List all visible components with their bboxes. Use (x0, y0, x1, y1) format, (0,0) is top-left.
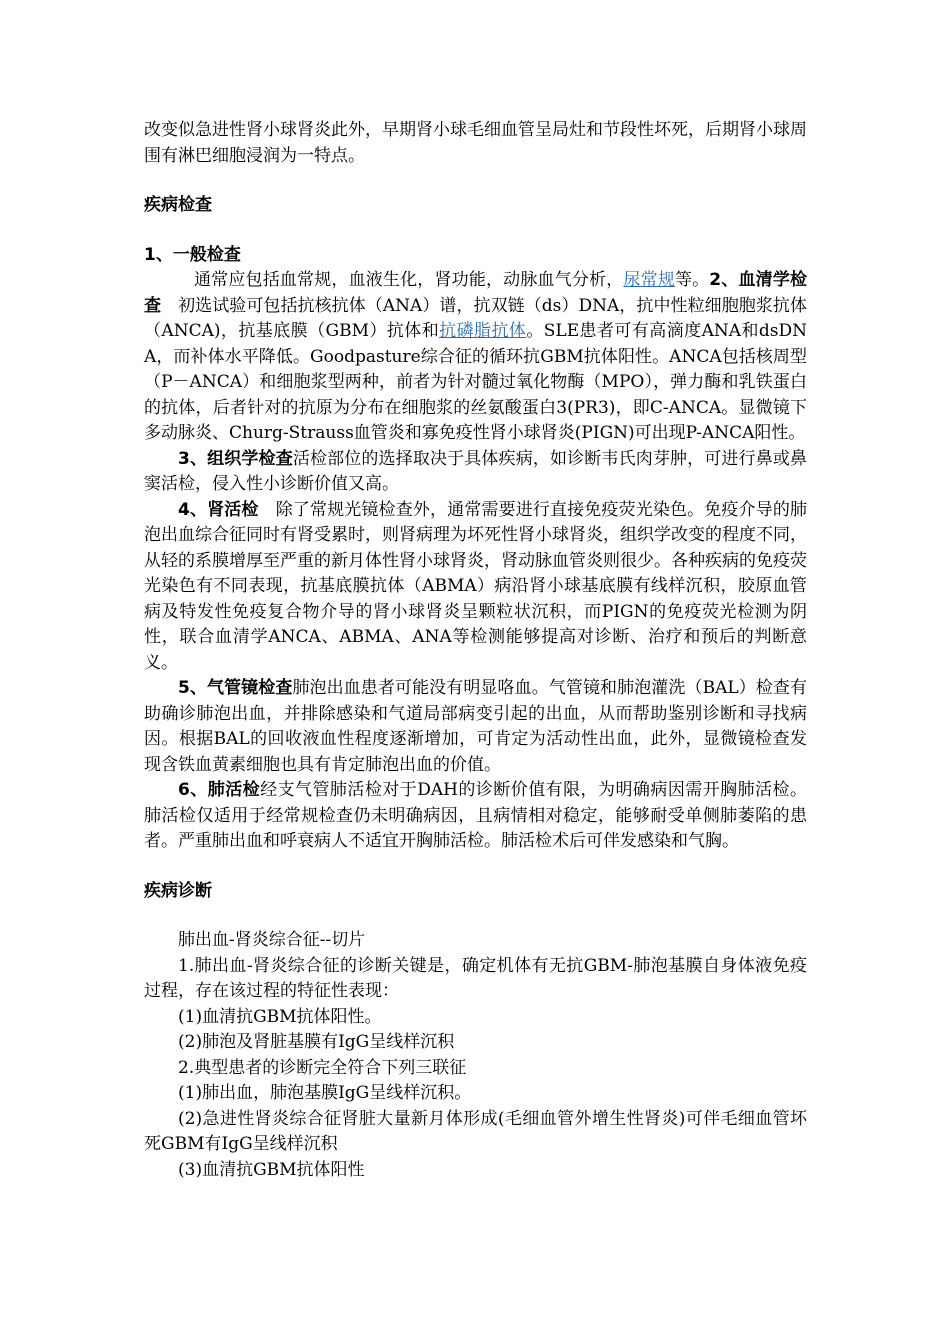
lung-biopsy-text: 经支气管肺活检对于DAH的诊断价值有限，为明确病因需开胸肺活检。肺活检仅适用于经常规检查仍未明确病因，且病情相对稳定，能够耐受单侧肺萎陷的患者。严重肺出血和呼衰病人不适宜开胸肺活检。肺活检术后可伴发感染和气胸。 (144, 780, 807, 851)
diagnosis-line: (1)肺出血，肺泡基膜IgG呈线样沉积。 (178, 1083, 472, 1103)
serology-text-end: 。SLE患者可有高滴度ANA和dsDNA，而补体水平降低。Goodpasture综合征的循环抗GBM抗体阳性。ANCA包括核周型（P－ANCA）和细胞浆型两种，前者为针对髓过氧化物酶（MPO），弹力酶和乳铁蛋白的抗体，后者针对的抗原为分布在细胞浆的丝氨酸蛋白3(PR3)，即C-ANCA。显微镜下多动脉炎、Churg-Strauss血管炎和寡免疫性肾小球肾炎(PIGN)可出现P-ANCA阳性。 (144, 321, 807, 443)
paragraph-lung-biopsy (144, 778, 807, 855)
subheading-kidney-biopsy: 4、肾活检 (178, 499, 259, 520)
subheading-general-exam: 1、一般检查 (144, 244, 241, 265)
section-heading-diagnosis: 疾病诊断 (144, 880, 212, 901)
link-urine-routine[interactable]: 尿常规 (623, 270, 675, 290)
diagnosis-line: 肺出血-肾炎综合征--切片 (178, 930, 366, 950)
diagnosis-line: (1)血清抗GBM抗体阳性。 (178, 1006, 382, 1027)
paragraph-histology (144, 447, 807, 498)
diagnosis-line: (2)肺泡及肾脏基膜有IgG呈线样沉积 (178, 1032, 455, 1052)
intro-paragraph: 改变似急进性肾小球肾炎此外，早期肾小球毛细血管呈局灶和节段性坏死，后期肾小球周围有淋巴细胞浸润为一特点。 (144, 120, 807, 166)
serology-text: 初选试验可包括抗核抗体（ANA）谱，抗双链（ds）DNA，抗中性粒细胞胞浆抗体（ANCA)，抗基底膜（GBM）抗体和 (144, 295, 807, 341)
general-exam-text-end: 等。 (674, 270, 710, 290)
paragraph-general-and-serology (144, 268, 807, 447)
subheading-serology-exam: 2、血清学检查 (144, 270, 808, 316)
link-antiphospholipid-antibody[interactable]: 抗磷脂抗体 (439, 321, 527, 341)
bronchoscopy-text: 肺泡出血患者可能没有明显咯血。气管镜和肺泡灌洗（BAL）检查有助确诊肺泡出血，并排除感染和气道局部病变引起的出血，从而帮助鉴别诊断和寻找病因。根据BAL的回收液血性程度逐渐增加，可肯定为活动性出血，此外，显微镜检查发现含铁血黄素细胞也具有肯定肺泡出血的价值。 (144, 678, 807, 775)
diagnosis-line: 2.典型患者的诊断完全符合下列三联征 (178, 1057, 467, 1078)
diagnosis-line: 1.肺出血-肾炎综合征的诊断关键是，确定机体有无抗GBM-肺泡基膜自身体液免疫过程，存在该过程的特征性表现： (144, 955, 807, 1001)
paragraph-kidney-biopsy (144, 498, 807, 677)
paragraph-bronchoscopy (144, 676, 807, 778)
general-exam-text: 通常应包括血常规，血液生化，肾功能，动脉血气分析， (194, 270, 624, 290)
diagnosis-line: (3)血清抗GBM抗体阳性 (178, 1159, 365, 1180)
subheading-lung-biopsy: 6、肺活检 (178, 780, 261, 800)
kidney-biopsy-text: 除了常规光镜检查外，通常需要进行直接免疫荧光染色。免疫介导的肺泡出血综合征同时有肾受累时，则肾病理为坏死性肾小球肾炎，组织学改变的程度不同，从轻的系膜增厚至严重的新月体性肾小球肾炎，肾动脉血管炎则很少。各种疾病的免疫荧光染色有不同表现，抗基底膜抗体（ABMA）病沿肾小球基底膜有线样沉积，胶原血管病及特发性免疫复合物介导的肾小球肾炎呈颗粒状沉积，而PIGN的免疫荧光检测为阴性，联合血清学ANCA、ABMA、ANA等检测能够提高对诊断、治疗和预后的判断意义。 (144, 499, 807, 673)
subheading-histology-exam: 3、组织学检查 (178, 448, 293, 469)
section-heading-exam: 疾病检查 (144, 195, 212, 215)
subheading-bronchoscopy: 5、气管镜检查 (178, 678, 293, 698)
diagnosis-line: (2)急进性肾炎综合征肾脏大量新月体形成(毛细血管外增生性肾炎)可伴毛细血管坏死GBM有IgG呈线样沉积 (144, 1108, 807, 1154)
histology-text: 活检部位的选择取决于具体疾病，如诊断韦氏肉芽肿，可进行鼻或鼻窦活检，侵入性小诊断价值又高。 (144, 448, 807, 494)
document-page (144, 118, 807, 1209)
